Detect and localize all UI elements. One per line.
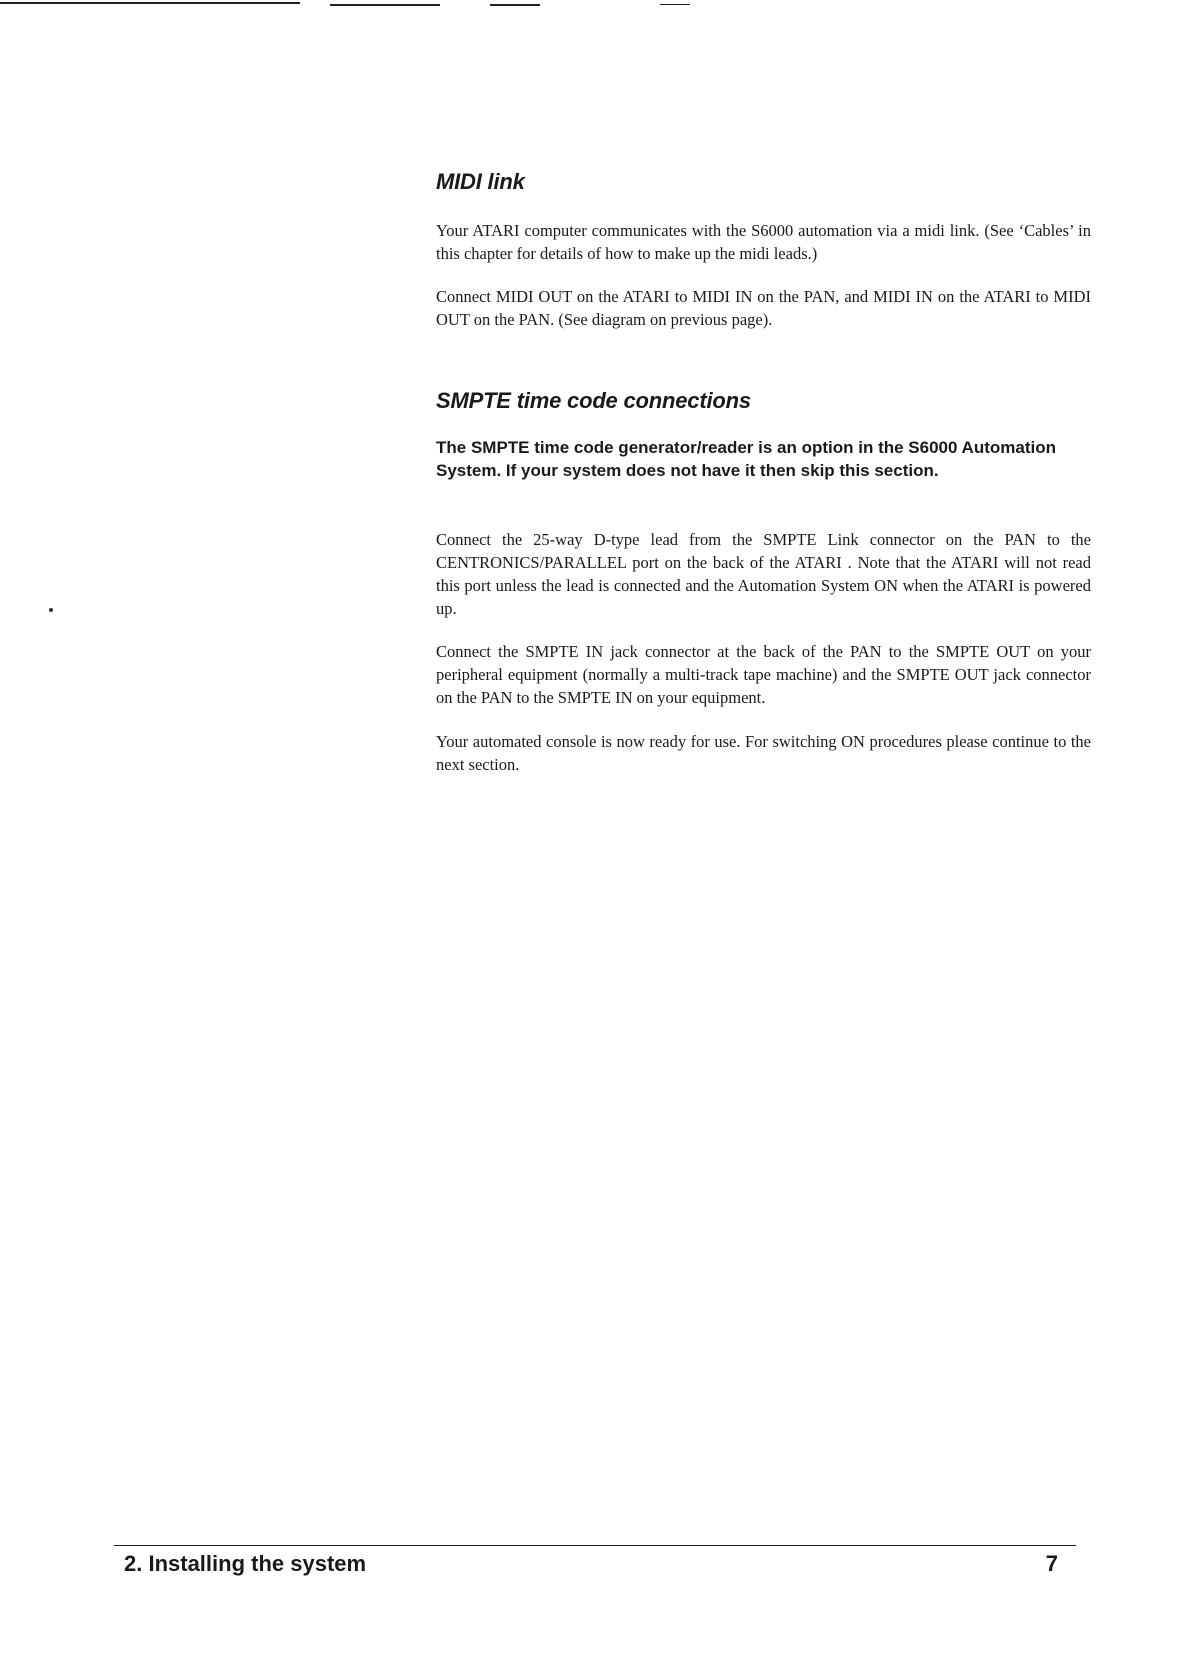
footer-page-number: 7 (1045, 1551, 1058, 1576)
scan-line (660, 4, 690, 5)
scan-line (0, 2, 300, 4)
smpte-paragraph-1: Connect the 25-way D-type lead from the SMPTE Link connector on the PAN to the CENTRONICS/PARALLEL port on the back of the ATARI . Note that the ATARI will not read this port unless the lead is connected and the Automation System ON when the ATARI is powered up. (436, 530, 1091, 618)
midi-link-heading: MIDI link (436, 169, 525, 194)
midi-link-paragraph-2: Connect MIDI OUT on the ATARI to MIDI IN on the PAN, and MIDI IN on the ATARI to MIDI OUT on the PAN. (See diagram on previous page). (436, 287, 1091, 329)
scan-artifact-dot (49, 608, 53, 612)
footer-chapter-title: 2. Installing the system (124, 1551, 367, 1576)
smpte-option-note: The SMPTE time code generator/reader is an option in the S6000 Automation System. If your system does not have it then skip this section. (436, 438, 1056, 480)
smpte-paragraph-2: Connect the SMPTE IN jack connector at the back of the PAN to the SMPTE OUT on your peripheral equipment (normally a multi-track tape machine) and the SMPTE OUT jack connector on the PAN to the SMPTE IN on your equipment. (436, 642, 1091, 707)
scan-line (330, 4, 440, 6)
midi-link-paragraph-1: Your ATARI computer communicates with the S6000 automation via a midi link. (See ‘Cables’ in this chapter for details of how to make up the midi leads.) (436, 221, 1091, 263)
smpte-paragraph-3: Your automated console is now ready for use. For switching ON procedures please continue to the next section. (436, 732, 1091, 774)
page-footer (114, 1545, 1076, 1576)
scan-line (490, 4, 540, 6)
scan-artifact-lines (0, 0, 1183, 12)
smpte-heading: SMPTE time code connections (436, 388, 751, 413)
